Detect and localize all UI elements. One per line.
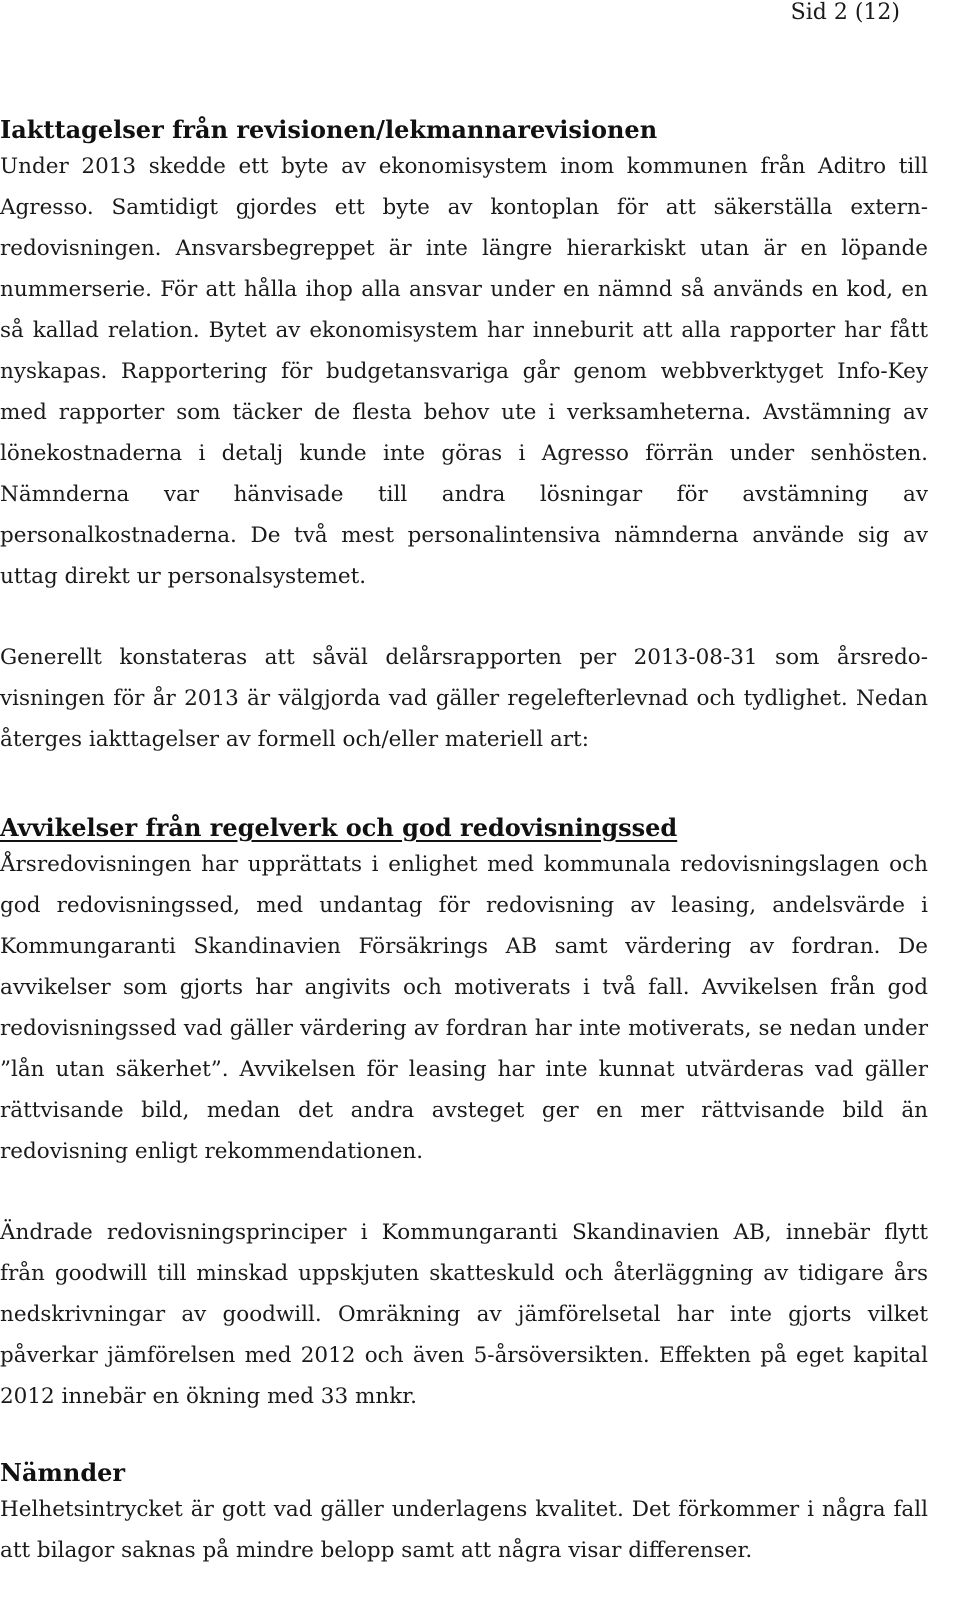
- page-number: Sid 2 (12): [790, 0, 900, 25]
- section-revision: [0, 114, 928, 760]
- section-heading-namnder: Nämnder: [0, 1458, 126, 1487]
- paragraph-ekonomisystem: Under 2013 skedde ett byte av ekonomisystem inom kommunen från Aditro till Agresso. Samtidigt gjordes ett byte av kontoplan för att säkerställa externredovisningen. Ansvarsbegreppet är inte längre hierarkiskt utan är en löpande nummerserie. För att hålla ihop alla ansvar under en nämnd så används en kod, en så kallad relation. Bytet av ekonomisystem har inneburit att alla rapporter har fått nyskapas. Rapportering för budgetansvariga går genom webbverktyget Info-Key med rapporter som täcker de flesta behov ute i verksamheterna. Avstämning av lönekostnaderna i detalj kunde inte göras i Agresso förrän under senhösten. Nämnderna var hänvisade till andra lösningar för avstämning av personalkostnaderna. De två mest personalintensiva nämnderna använde sig av uttag direkt ur personalsystemet.: [0, 154, 928, 589]
- paragraph-generellt: Generellt konstateras att såväl delårsrapporten per 2013-08-31 som årsredovisningen för år 2013 är välgjorda vad gäller regelefterlevnad och tydlighet. Nedan återges iakttagelser av formell och/eller materiell art:: [0, 645, 928, 752]
- paragraph-arsredovisningen: Årsredovisningen har upprättats i enlighet med kommunala redovisningslagen och god redovisningssed, med undantag för redovisning av leasing, andelsvärde i Kommungaranti Skandinavien Försäkrings AB samt värdering av fordran. De avvikelser som gjorts har angivits och motiverats i två fall. Avvikelsen från god redovisningssed vad gäller värdering av fordran har inte motiverats, se nedan under ”lån utan säkerhet”. Avvikelsen för leasing har inte kunnat utvärderas vad gäller rättvisande bild, medan det andra avsteget ger en mer rättvisande bild än redovisning enligt rekommendationen.: [0, 852, 928, 1164]
- section-namnder: [0, 1457, 928, 1571]
- document-body: [0, 114, 928, 1571]
- section-heading-revision: Iakttagelser från revisionen/lekmannarevisionen: [0, 115, 658, 144]
- section-heading-avvikelser: Avvikelser från regelverk och god redovisningssed: [0, 813, 678, 842]
- paragraph-andrade-principer: Ändrade redovisningsprinciper i Kommungaranti Skandinavien AB, innebär flytt från goodwill till minskad uppskjuten skatteskuld och återläggning av tidigare års nedskrivningar av goodwill. Omräkning av jämförelsetal har inte gjorts vilket påverkar jämförelsen med 2012 och även 5-årsöversikten. Effekten på eget kapital 2012 innebär en ökning med 33 mnkr.: [0, 1220, 928, 1409]
- section-avvikelser: [0, 812, 928, 1417]
- paragraph-helhetsintryck: Helhetsintrycket är gott vad gäller underlagens kvalitet. Det förkommer i några fall att bilagor saknas på mindre belopp samt att några visar differenser.: [0, 1497, 928, 1563]
